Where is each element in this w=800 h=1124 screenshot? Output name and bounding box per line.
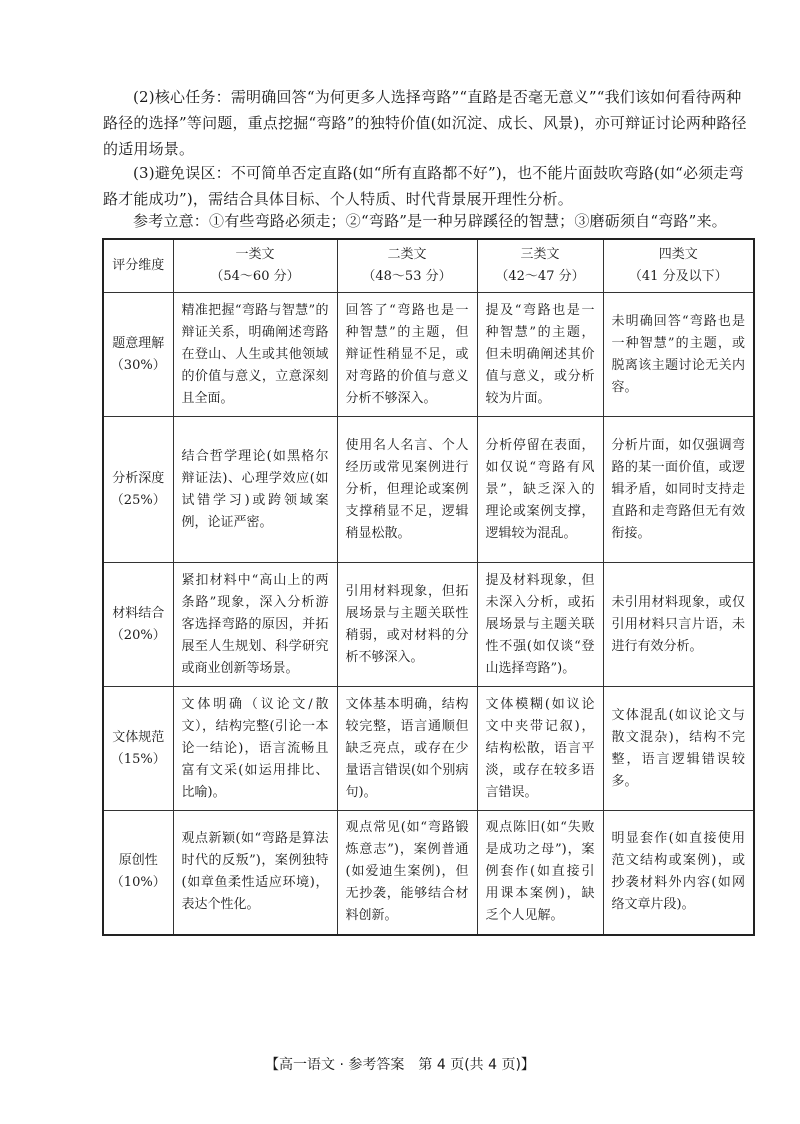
class-3-cell: 提及材料现象，但未深入分析，或拓展场景与主题关联性不强(如仅谈“登山选择弯路”)。 xyxy=(477,563,603,687)
class-3-cell: 文体模糊(如议论文中夹带记叙)，结构松散，语言平淡，或存在较多语言错误。 xyxy=(477,687,603,811)
class-4-cell: 分析片面，如仅强调弯路的某一面价值，或逻辑矛盾，如同时支持走直路和走弯路但无有效衔接。 xyxy=(603,417,754,563)
class-1-cell: 结合哲学理论(如黑格尔辩证法)、心理学效应(如试错学习)或跨领域案例，论证严密。 xyxy=(173,417,337,563)
dimension-cell: 原创性 （10%） xyxy=(103,811,173,935)
pitfall-paragraph: (3)避免误区：不可简单否定直路(如“所有直路都不好”)，也不能片面鼓吹弯路(如“必须走弯路才能成功”)，需结合具体目标、个人特质、时代背景展开理性分析。 xyxy=(103,164,744,208)
class-1-cell: 紧扣材料中“高山上的两条路”现象，深入分析游客选择弯路的原因，并拓展至人生规划、科学研究或商业创新等场景。 xyxy=(173,563,337,687)
class-4-cell: 明显套作(如直接使用范文结构或案例)，或抄袭材料外内容(如网络文章片段)。 xyxy=(603,811,754,935)
header-class-3: 三类文 （42～47 分） xyxy=(477,239,603,293)
class-3-cell: 提及“弯路也是一种智慧”的主题，但未明确阐述其价值与意义，或分析较为片面。 xyxy=(477,293,603,417)
task-paragraph: (2)核心任务：需明确回答“为何更多人选择弯路”“直路是否毫无意义”“我们该如何看待两种路径的选择”等问题，重点挖掘“弯路”的独特价值(如沉淀、成长、风景)，亦可辩证讨论两种路径的适用场景。 xyxy=(103,88,747,158)
class-4-cell: 未引用材料现象，或仅引用材料只言片语，未进行有效分析。 xyxy=(603,563,754,687)
reference-theme-paragraph: 参考立意：①有些弯路必须走；②“弯路”是一种另辟蹊径的智慧；③磨砺须自“弯路”来。 xyxy=(133,212,727,230)
dimension-cell: 题意理解 （30%） xyxy=(103,293,173,417)
table-row xyxy=(103,417,754,563)
class-1-cell: 精准把握“弯路与智慧”的辩证关系，明确阐述弯路在登山、人生或其他领域的价值与意义，立意深刻且全面。 xyxy=(173,293,337,417)
header-class-1: 一类文 （54～60 分） xyxy=(173,239,337,293)
class-2-cell: 使用名人名言、个人经历或常见案例进行分析，但理论或案例支撑稍显不足，逻辑稍显松散。 xyxy=(337,417,477,563)
header-class-2: 二类文 （48～53 分） xyxy=(337,239,477,293)
class-2-cell: 观点常见(如“弯路锻炼意志”)，案例普通(如爱迪生案例)，但无抄袭，能够结合材料创新。 xyxy=(337,811,477,935)
table-row xyxy=(103,293,754,417)
class-1-cell: 文体明确（议论文/散文），结构完整(引论一本论一结论)，语言流畅且富有文采(如运用排比、比喻)。 xyxy=(173,687,337,811)
table-header-row xyxy=(103,239,754,293)
table-row xyxy=(103,563,754,687)
table-row xyxy=(103,811,754,935)
class-3-cell: 观点陈旧(如“失败是成功之母”)，案例套作(如直接引用课本案例)，缺乏个人见解。 xyxy=(477,811,603,935)
dimension-cell: 材料结合 （20%） xyxy=(103,563,173,687)
class-4-cell: 未明确回答“弯路也是一种智慧”的主题，或脱离该主题讨论无关内容。 xyxy=(603,293,754,417)
class-2-cell: 文体基本明确，结构较完整，语言通顺但缺乏亮点，或存在少量语言错误(如个别病句)。 xyxy=(337,687,477,811)
dimension-cell: 分析深度 （25%） xyxy=(103,417,173,563)
class-2-cell: 回答了“弯路也是一种智慧”的主题，但辩证性稍显不足，或对弯路的价值与意义分析不够深入。 xyxy=(337,293,477,417)
dimension-cell: 文体规范 （15%） xyxy=(103,687,173,811)
table-row xyxy=(103,687,754,811)
page-footer: 【高一语文 · 参考答案 第 4 页(共 4 页)】 xyxy=(265,1057,535,1073)
header-dimension: 评分维度 xyxy=(103,239,173,293)
class-1-cell: 观点新颖(如“弯路是算法时代的反叛”)，案例独特(如章鱼柔性适应环境)，表达个性化。 xyxy=(173,811,337,935)
class-3-cell: 分析停留在表面，如仅说“弯路有风景”，缺乏深入的理论或案例支撑，逻辑较为混乱。 xyxy=(477,417,603,563)
header-class-4: 四类文 （41 分及以下） xyxy=(603,239,754,293)
class-2-cell: 引用材料现象，但拓展场景与主题关联性稍弱，或对材料的分析不够深入。 xyxy=(337,563,477,687)
scoring-rubric-table xyxy=(102,238,755,936)
class-4-cell: 文体混乱(如议论文与散文混杂)，结构不完整，语言逻辑错误较多。 xyxy=(603,687,754,811)
